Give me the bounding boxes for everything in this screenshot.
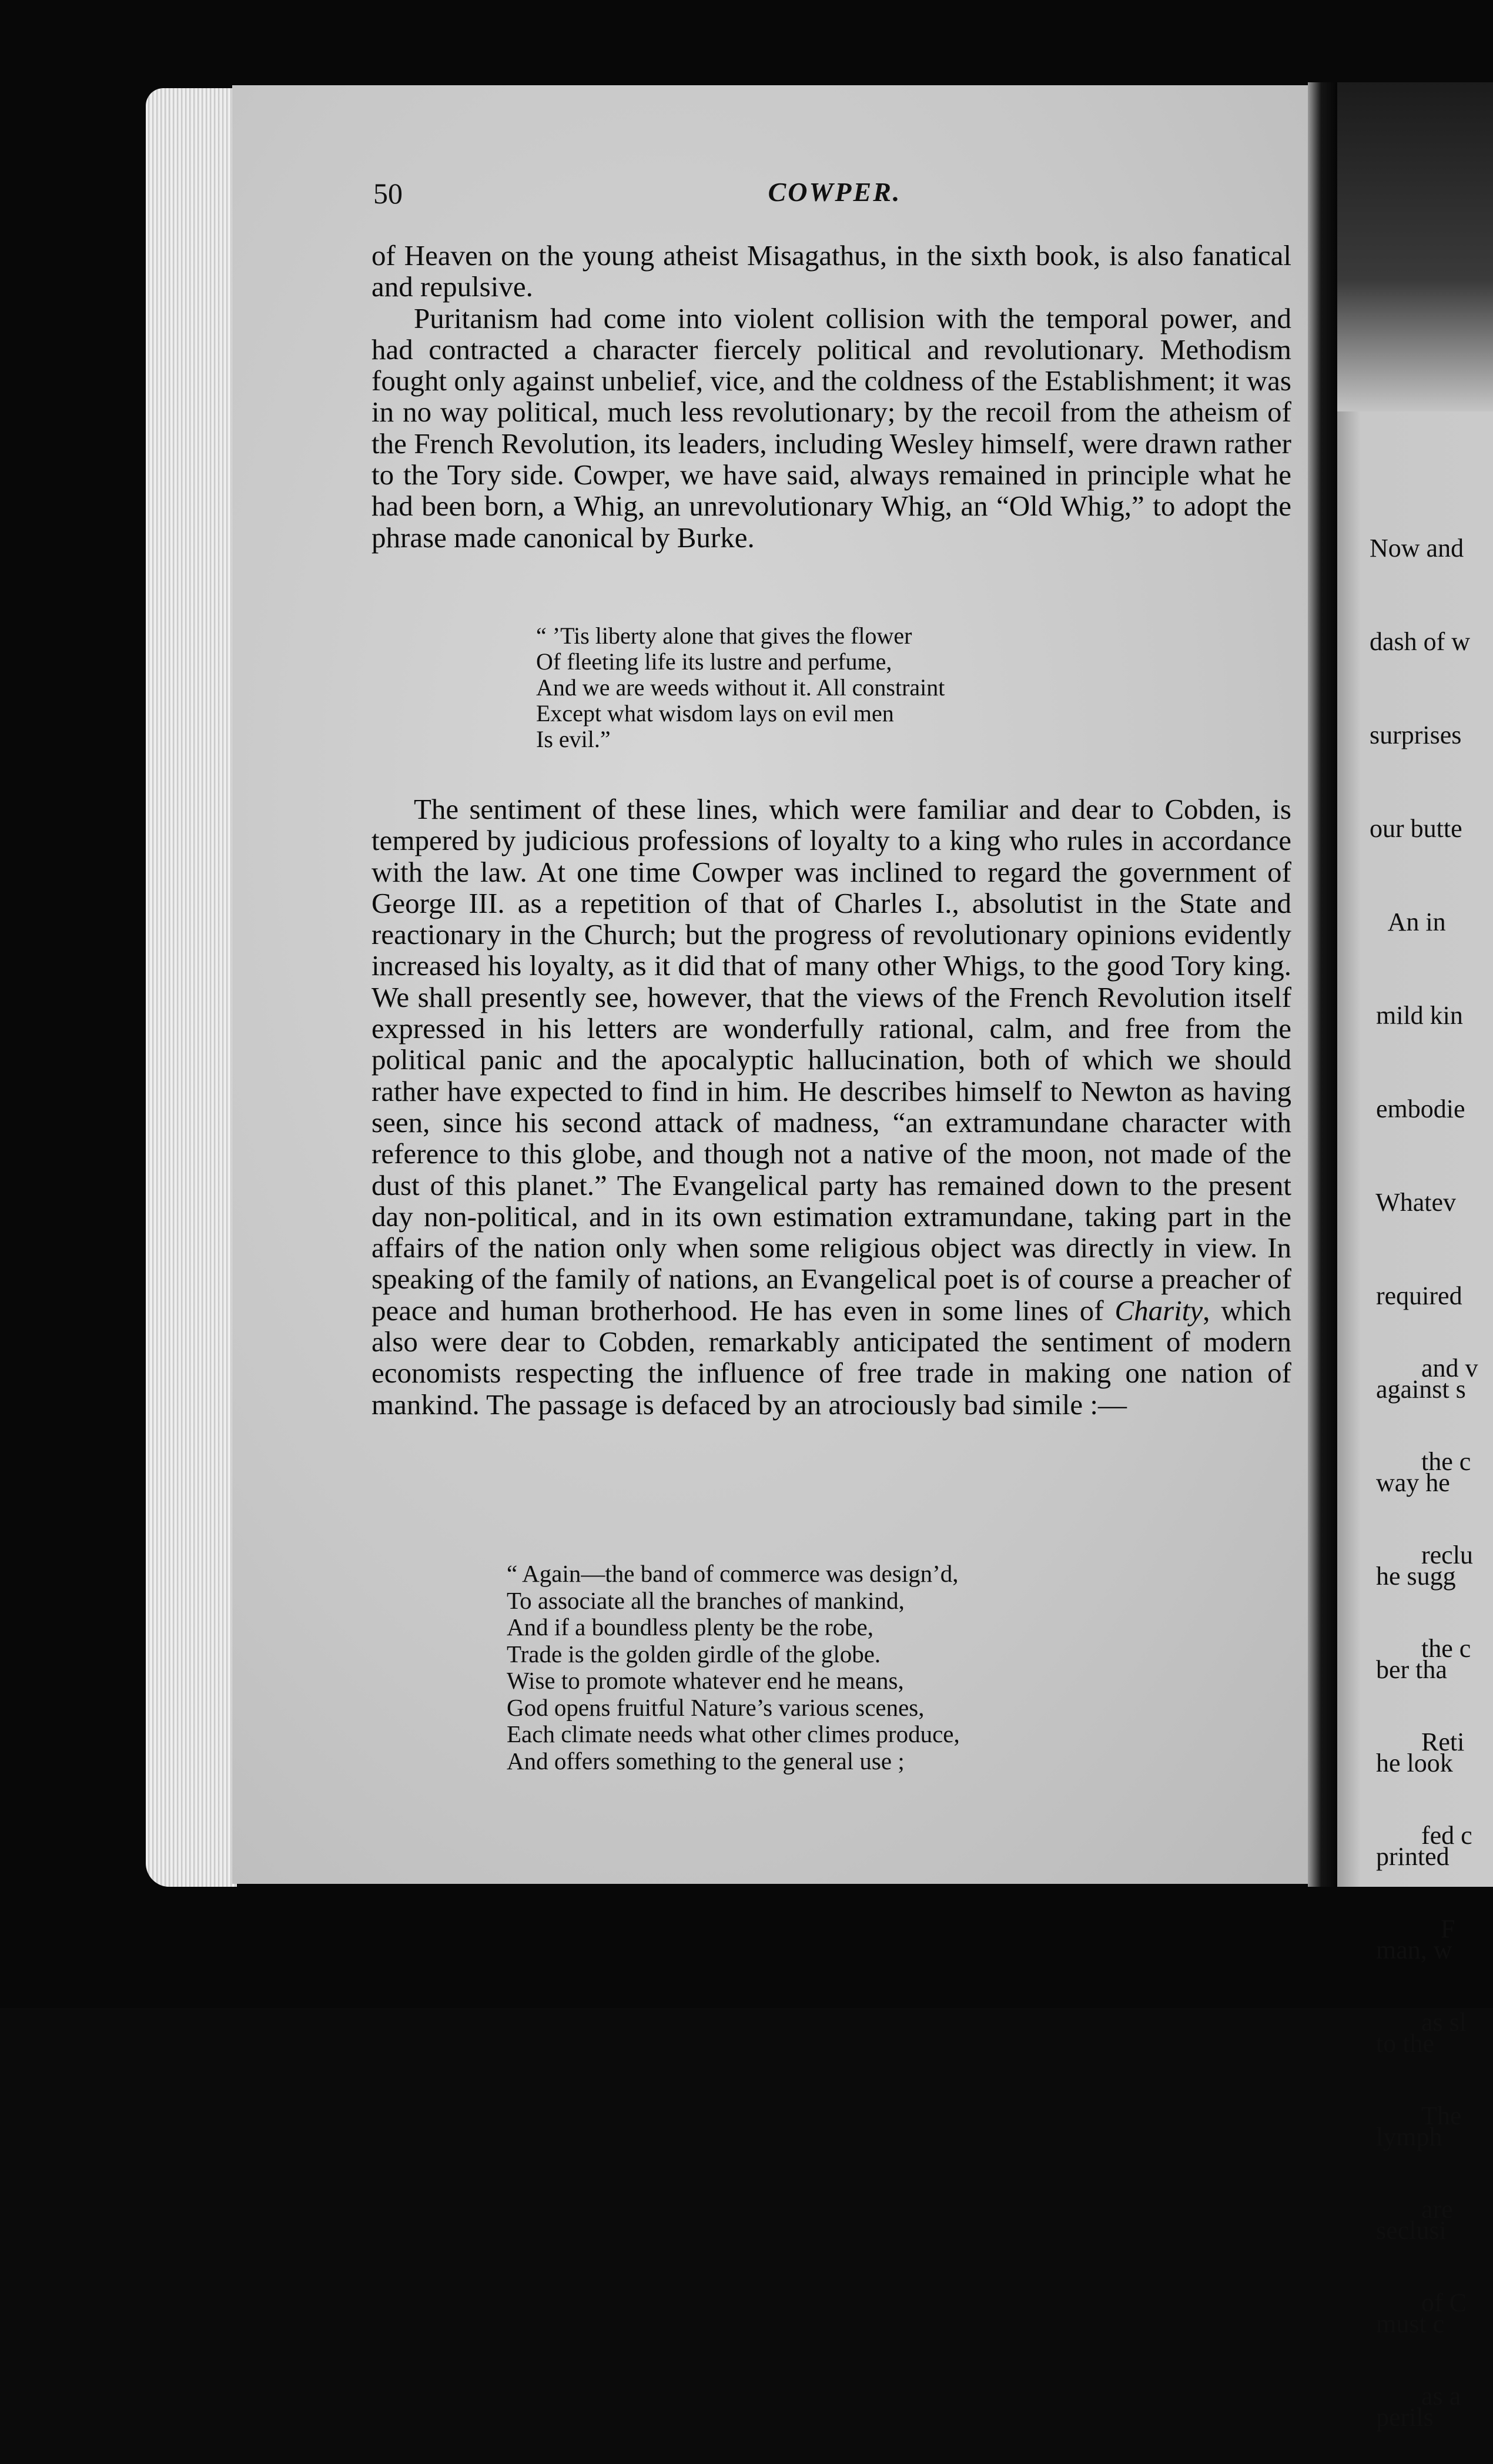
verse-line: “ ’Tis liberty alone that gives the flower xyxy=(536,622,912,649)
verse-line: Except what wisdom lays on evil men xyxy=(536,700,894,727)
fragment-line: way he xyxy=(1370,1468,1450,1497)
fragment-line: our butte xyxy=(1370,814,1462,843)
verse-line: Each climate needs what other climes produce, xyxy=(507,1720,960,1747)
fragment-line: surprises xyxy=(1370,721,1462,749)
fragment-line: mild kin xyxy=(1370,1001,1463,1030)
fragment-line: lymph xyxy=(1370,2122,1442,2151)
verse-line: Wise to promote whatever end he means, xyxy=(507,1667,904,1694)
page-number: 50 xyxy=(373,177,403,210)
fragment-line: embodie xyxy=(1370,1094,1465,1123)
paragraph-text: , which also were dear to Cobden, remarkably anticipated the sentiment of modern economists respecting the influence of free trade in making one nation of mankind. The passage is defaced by an atrociously bad simile :— xyxy=(371,1294,1291,1421)
verse-line: “ Again—the band of commerce was design’d, xyxy=(507,1560,959,1587)
fragment-line: perils xyxy=(1370,2403,1434,2432)
fragment-line: An in xyxy=(1370,908,1446,936)
fragment-line: fed c xyxy=(1421,1821,1472,1850)
verse-quotation-liberty xyxy=(536,623,945,752)
fragment-line: he sugg xyxy=(1370,1562,1456,1591)
verse-line: And if a boundless plenty be the robe, xyxy=(507,1613,873,1641)
fragment-line: to the xyxy=(1370,2029,1434,2058)
fragment-line: dash of w xyxy=(1370,627,1471,656)
fragment-line: as sl xyxy=(1421,2008,1467,2037)
fragment-line: reclu xyxy=(1421,1541,1473,1569)
verse-line: Of fleeting life its lustre and perfume, xyxy=(536,648,892,675)
page-edges xyxy=(146,88,237,1887)
fragment-line: Whatev xyxy=(1370,1188,1457,1217)
running-title: COWPER. xyxy=(768,177,902,207)
fragment-line: The xyxy=(1421,2101,1462,2130)
running-head xyxy=(373,176,1296,217)
fragment-line: must c xyxy=(1370,2309,1445,2338)
book-gutter xyxy=(1308,82,1337,1887)
verse-line: And we are weeds without it. All constraint xyxy=(536,674,945,701)
fragment-line: Reti xyxy=(1421,1728,1465,1756)
italic-title: Charity xyxy=(1114,1294,1203,1327)
fragment-line: as a xyxy=(1421,2382,1461,2411)
fragment-line: Now and xyxy=(1370,534,1464,563)
right-page-fragment-lower xyxy=(1421,1290,1493,2443)
fragment-line: printed xyxy=(1370,1842,1450,1871)
fragment-line: are xyxy=(1421,2195,1453,2224)
fragment-line: against s xyxy=(1370,1375,1466,1404)
body-text-main xyxy=(371,794,1291,1420)
paragraph-text: The sentiment of these lines, which were familiar and dear to Cobden, is tempered by judicious professions of loyalty to a king who rules in accordance with the law. At one time Cowper was inclined to regard the government of George III. as a repetition of that of Charles I., absolutist in the State and reactionary in the Church; but the progress of revolutionary opinions evidently increased his loyalty, as it did that of many other Whigs, to the good Tory king. We shall presently see, however, that the views of the French Revolution itself expressed in his letters are wonderfully rational, calm, and free from the political panic and the apocalyptic hallucination, both of which we should rather have expected to find in him. He describes himself to Newton as having seen, since his second attack of madness, “an extramundane character with reference to this globe, and though not a native of the moon, not made of the dust of this planet.” The Evangelical party has remained down to the present day non-political, and in its own estimation extramundane, taking part in the affairs of the nation only when some religious object was directly in view. In speaking of the family of nations, an Evangelical poet is of course a preacher of peace and human brotherhood. He has even in some lines of xyxy=(371,793,1291,1327)
fragment-line: required xyxy=(1370,1281,1462,1310)
fragment-line: man, w xyxy=(1370,1936,1452,1964)
fragment-line: seclusi xyxy=(1370,2216,1447,2245)
fragment-line: and v xyxy=(1421,1354,1478,1382)
verse-quotation-commerce xyxy=(507,1561,960,1775)
paragraph: Puritanism had come into violent collision with the temporal power, and had contracted a character fiercely political and revolutionary. Methodism fought only against unbelief, vice, and the coldness of the Establishment; it was in no way political, much less revolutionary; by the recoil from the atheism of the French Revolution, its leaders, including Wesley himself, were drawn rather to the Tory side. Cowper, we have said, always remained in principle what he had been born, a Whig, an unrevolutionary Whig, an “Old Whig,” to adopt the phrase made canonical by Burke. xyxy=(371,302,1291,554)
fragment-line: of C xyxy=(1421,2288,1467,2317)
paragraph: of Heaven on the young atheist Misagathus, in the sixth book, is also fanatical and repulsive. xyxy=(371,239,1291,303)
verse-line: And offers something to the general use ; xyxy=(507,1747,905,1775)
paragraph xyxy=(371,794,1291,1420)
right-page-shadow xyxy=(1337,82,1493,411)
body-text-top xyxy=(371,240,1291,553)
fragment-line: F xyxy=(1421,1914,1455,1943)
verse-line: God opens fruitful Nature’s various scenes, xyxy=(507,1693,925,1721)
fragment-line: the c xyxy=(1421,1447,1471,1476)
verse-line: Is evil.” xyxy=(536,726,611,752)
verse-line: To associate all the branches of mankind, xyxy=(507,1586,905,1614)
fragment-line: he look xyxy=(1370,1749,1453,1777)
verse-line: Trade is the golden girdle of the globe. xyxy=(507,1640,881,1668)
fragment-line: the c xyxy=(1421,1634,1471,1663)
fragment-line: ber tha xyxy=(1370,1655,1447,1684)
